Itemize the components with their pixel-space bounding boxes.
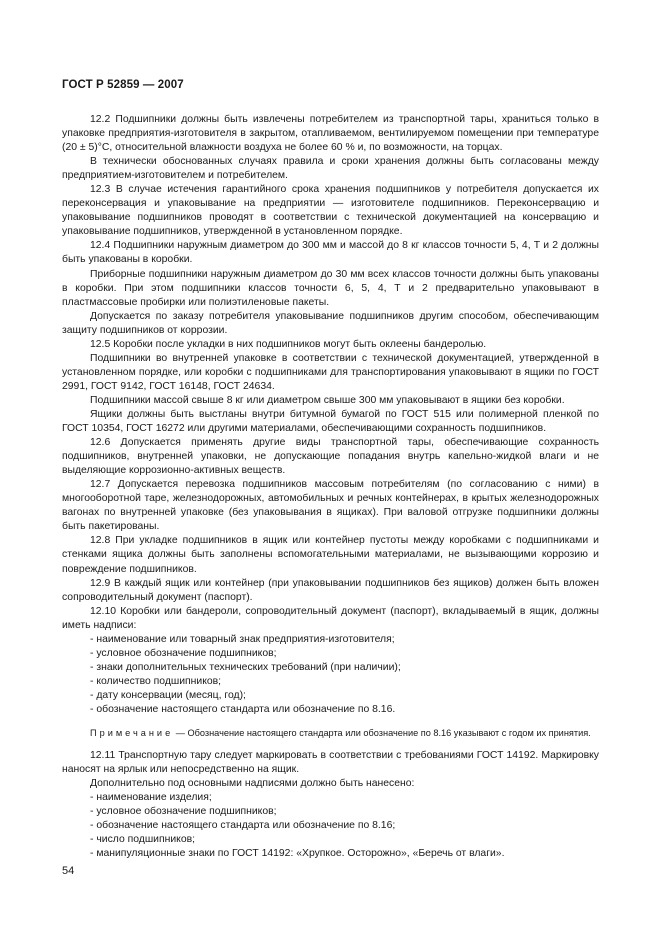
paragraph: 12.11 Транспортную тару следует маркировать в соответствии с требованиями ГОСТ 14192. Маркировку наносят на ярлык или непосредственно на ящик. (62, 750, 599, 776)
list-item: - условное обозначение подшипников; (90, 647, 277, 659)
paragraph: Дополнительно под основными надписями должно быть нанесено: (90, 778, 415, 790)
paragraph: Допускается по заказу потребителя упаковывание подшипников другим способом, обеспечивающим защиту подшипников от коррозии. (62, 310, 599, 336)
list-item: - число подшипников; (90, 834, 196, 846)
paragraph: 12.2 Подшипники должны быть извлечены потребителем из транспортной тары, храниться только в упаковке предприятия-изготовителя в закрытом, отапливаемом, вентилируемом помещении при температуре (20 ± 5)°С, относительной влажности воздуха не более 60 % и, по возможности, на торцах. (62, 114, 599, 154)
paragraph: В технически обоснованных случаях правила и сроки хранения должны быть согласованы между предприятием-изготовителем и потребителем. (62, 156, 599, 182)
paragraph: 12.7 Допускается перевозка подшипников массовым потребителям (по согласованию с ними) в многооборотной таре, железнодорожных, автомобильных и речных контейнерах, в крытых железнодорожных вагонах по внутренней упаковке (без упаковывания в ящиках). При валовой отгрузке подшипники должны быть пакетированы. (62, 479, 599, 533)
paragraph: 12.8 При укладке подшипников в ящик или контейнер пустоты между коробками с подшипниками и стенками ящика должны быть заполнены вспомогательными материалами, не вызывающими коррозию и повреждение подшипников. (62, 535, 599, 575)
page-header: ГОСТ Р 52859 — 2007 (62, 79, 184, 91)
paragraph: 12.3 В случае истечения гарантийного срока хранения подшипников у потребителя допускается их переконсервация и упаковывание на предприятии — изготовителе подшипников. Переконсервацию и упаковывание подшипников проводят в соответствии с технической документацией на консервацию и упаковывание подшипников, утвержденной в установленном порядке. (62, 184, 599, 238)
list-item: - обозначение настоящего стандарта или обозначение по 8.16; (90, 820, 396, 832)
list-item: - манипуляционные знаки по ГОСТ 14192: «Хрупкое. Осторожно», «Беречь от влаги». (90, 848, 505, 860)
list-item: - условное обозначение подшипников; (90, 806, 277, 818)
list-item: - наименование изделия; (90, 792, 212, 804)
paragraph: 12.4 Подшипники наружным диаметром до 300 мм и массой до 8 кг классов точности 5, 4, Т и 2 должны быть упакованы в коробки. (62, 240, 599, 266)
note (62, 727, 599, 740)
note-text: — Обозначение настоящего стандарта или обозначение по 8.16 указывают с годом их принятия. (173, 728, 591, 739)
list-item: - обозначение настоящего стандарта или обозначение по 8.16. (90, 703, 396, 715)
paragraph: 12.10 Коробки или бандероли, сопроводительный документ (паспорт), вкладываемый в ящик, должны иметь надписи: (62, 605, 599, 631)
paragraph: Подшипники массой свыше 8 кг или диаметром свыше 300 мм упаковывают в ящики без коробки. (90, 394, 565, 406)
page-number: 54 (62, 865, 75, 877)
list-item: - наименование или товарный знак предприятия-изготовителя; (90, 633, 395, 645)
document-body (62, 113, 599, 861)
list-item: - количество подшипников; (90, 675, 222, 687)
list-item: - знаки дополнительных технических требований (при наличии); (90, 661, 401, 673)
paragraph: Подшипники во внутренней упаковке в соответствии с технической документацией, утвержденной в установленном порядке, или коробки с подшипниками для транспортирования упаковывают в ящики по ГОСТ 2991, ГОСТ 9142, ГОСТ 16148, ГОСТ 24634. (62, 352, 599, 392)
paragraph: Приборные подшипники наружным диаметром до 30 мм всех классов точности должны быть упакованы в коробки. При этом подшипники классов точности 6, 5, 4, Т и 2 предварительно упаковывают в пластмассовые пробирки или полиэтиленовые пакеты. (62, 268, 599, 308)
list-item: - дату консервации (месяц, год); (90, 689, 246, 701)
paragraph: 12.6 Допускается применять другие виды транспортной тары, обеспечивающие сохранность подшипников, внутренней упаковки, не допускающие попадания внутрь капельно-жидкой влаги и не выделяющие коррозионно-активных веществ. (62, 437, 599, 477)
paragraph: Ящики должны быть выстланы внутри битумной бумагой по ГОСТ 515 или полимерной пленкой по ГОСТ 10354, ГОСТ 16272 или другими материалами, обеспечивающими сохранность подшипников. (62, 408, 599, 435)
paragraph: 12.9 В каждый ящик или контейнер (при упаковывании подшипников без ящиков) должен быть вложен сопроводительный документ (паспорт). (62, 577, 599, 603)
note-label: Примечание (90, 728, 174, 739)
paragraph: 12.5 Коробки после укладки в них подшипников могут быть оклеены бандеролью. (90, 338, 487, 350)
